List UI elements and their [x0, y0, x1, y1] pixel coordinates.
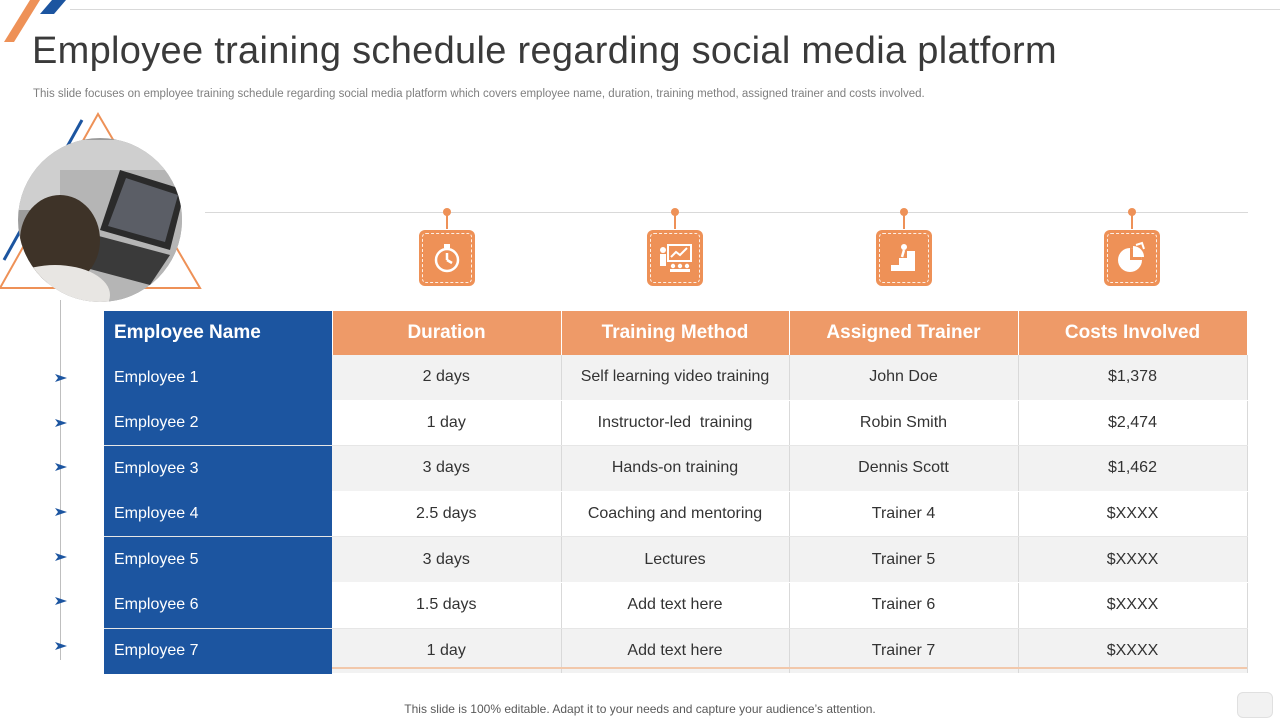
duration-cell: 1 day [332, 628, 561, 674]
header-assigned-trainer: Assigned Trainer [789, 311, 1018, 355]
header-training-method: Training Method [561, 311, 789, 355]
training-method-cell: Instructor-led training [561, 400, 789, 446]
employee-name-cell: Employee 6 [104, 582, 332, 628]
table-bottom-border [332, 667, 1247, 669]
trainer-icon-marker [874, 208, 934, 290]
employee-name-cell: Employee 2 [104, 400, 332, 446]
header-duration: Duration [332, 311, 561, 355]
training-method-cell: Add text here [561, 628, 789, 674]
table-header-row [104, 311, 1247, 355]
growth-stairs-icon [887, 241, 921, 275]
duration-cell: 1.5 days [332, 582, 561, 628]
laptop-user-photo [0, 110, 210, 310]
cost-cell: $1,462 [1018, 446, 1247, 492]
header-costs-involved: Costs Involved [1018, 311, 1247, 355]
cost-cell: $2,474 [1018, 400, 1247, 446]
table-row [104, 400, 1247, 446]
training-method-cell: Lectures [561, 537, 789, 583]
training-method-cell: Self learning video training [561, 355, 789, 400]
row-bullet-icon [54, 507, 68, 517]
duration-cell: 1 day [332, 400, 561, 446]
row-bullet-icon [54, 596, 68, 606]
cost-cell: $XXXX [1018, 537, 1247, 583]
duration-cell: 3 days [332, 446, 561, 492]
training-method-icon-marker [645, 208, 705, 290]
employee-name-cell: Employee 5 [104, 537, 332, 583]
trainer-cell: Trainer 4 [789, 491, 1018, 537]
page-subtitle: This slide focuses on employee training schedule regarding social media platform which covers employee name, duration, training method, assigned trainer and costs involved. [33, 88, 925, 100]
row-bullet-icon [54, 462, 68, 472]
row-bullet-icon [54, 552, 68, 562]
trainer-cell: Trainer 6 [789, 582, 1018, 628]
duration-cell: 2.5 days [332, 491, 561, 537]
header-employee-name: Employee Name [104, 311, 332, 355]
slide-nav-button[interactable] [1237, 692, 1273, 718]
training-method-cell: Add text here [561, 582, 789, 628]
row-bullet-icon [54, 373, 68, 383]
training-method-cell: Coaching and mentoring [561, 491, 789, 537]
trainer-cell: Robin Smith [789, 400, 1018, 446]
costs-icon-marker [1102, 208, 1162, 290]
row-bullet-icon [54, 418, 68, 428]
icon-timeline-line [205, 212, 1248, 213]
table-row [104, 355, 1247, 400]
employee-name-cell: Employee 1 [104, 355, 332, 400]
table-row [104, 446, 1247, 492]
footer-note: This slide is 100% editable. Adapt it to your needs and capture your audience’s attention. [404, 702, 876, 716]
employee-name-cell: Employee 7 [104, 628, 332, 674]
employee-name-cell: Employee 3 [104, 446, 332, 492]
page-title: Employee training schedule regarding social media platform [32, 30, 1057, 72]
row-bullet-icon [54, 641, 68, 651]
trainer-cell: Trainer 5 [789, 537, 1018, 583]
training-schedule-table [104, 311, 1248, 674]
table-row [104, 582, 1247, 628]
cost-cell: $XXXX [1018, 628, 1247, 674]
cost-cell: $XXXX [1018, 491, 1247, 537]
trainer-cell: Trainer 7 [789, 628, 1018, 674]
cost-cell: $XXXX [1018, 582, 1247, 628]
duration-cell: 3 days [332, 537, 561, 583]
stopwatch-icon [430, 241, 464, 275]
top-divider [70, 9, 1280, 10]
employee-name-cell: Employee 4 [104, 491, 332, 537]
training-method-cell: Hands-on training [561, 446, 789, 492]
presentation-board-icon [657, 241, 693, 275]
table-row [104, 537, 1247, 583]
trainer-cell: John Doe [789, 355, 1018, 400]
table-row [104, 491, 1247, 537]
trainer-cell: Dennis Scott [789, 446, 1018, 492]
duration-cell: 2 days [332, 355, 561, 400]
cost-pie-chart-icon [1114, 241, 1150, 275]
duration-icon-marker [417, 208, 477, 290]
row-timeline-line [60, 300, 61, 660]
cost-cell: $1,378 [1018, 355, 1247, 400]
